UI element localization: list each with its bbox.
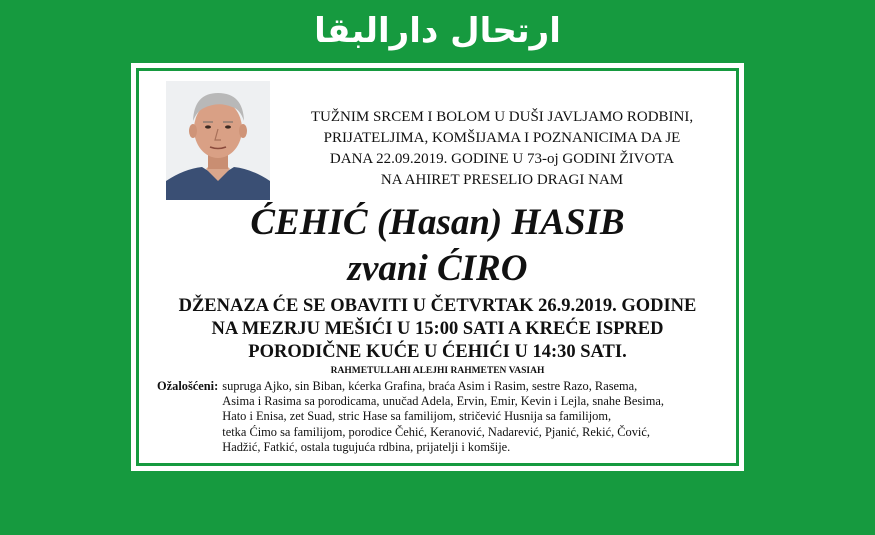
mourners-line: supruga Ajko, sin Biban, kćerka Grafina, braća Asim i Rasim, sestre Razo, Rasema, <box>222 379 638 393</box>
mourners-line: Hadžić, Fatkić, ostala tugujuća rdbina, prijatelji i komšije. <box>222 439 511 454</box>
mourners-line: Asima i Rasima sa porodicama, unučad Adela, Ervin, Emir, Kevin i Lejla, snahe Besima, <box>222 394 664 409</box>
calligraphy-text: ارتحال دارالبقا <box>314 11 561 51</box>
funeral-details <box>145 295 730 364</box>
announcement-line: NA AHIRET PRESELIO DRAGI NAM <box>380 172 624 188</box>
mourners-line: Hato i Enisa, zet Suad, stric Hase sa familijom, stričević Husnija sa familijom, <box>222 409 612 424</box>
funeral-line: DŽENAZA ĆE SE OBAVITI U ČETVRTAK 26.9.2019. GODINE <box>178 296 697 316</box>
prayer-line: RAHMETULLAHI ALEJHI RAHMETEN VASIAH <box>330 366 545 376</box>
portrait-photo <box>166 81 270 200</box>
announcement-text <box>279 107 725 191</box>
mourners-list <box>222 379 664 455</box>
funeral-line: NA MEZRJU MEŠIĆI U 15:00 SATI A KREĆE ISPRED <box>211 319 664 339</box>
deceased-nickname: zvani ĆIRO <box>347 248 528 289</box>
deceased-name: ĆEHIĆ (Hasan) HASIB <box>250 202 625 243</box>
mourners-section <box>157 379 717 455</box>
arabic-calligraphy-header <box>0 0 875 62</box>
announcement-line: PRIJATELJIMA, KOMŠIJAMA I POZNANICIMA DA JE <box>323 130 681 146</box>
mourners-label: Ožalošćeni: <box>157 379 219 393</box>
funeral-line: PORODIČNE KUĆE U ĆEHIĆI U 14:30 SATI. <box>248 342 627 362</box>
mourners-line: tetka Ćimo sa familijom, porodice Čehić, Keranović, Nadarević, Pjanić, Rekić, Čović, <box>222 424 650 439</box>
announcement-line: DANA 22.09.2019. GODINE U 73-oj GODINI ŽIVOTA <box>329 151 675 167</box>
announcement-line: TUŽNIM SRCEM I BOLOM U DUŠI JAVLJAMO RODBINI, <box>310 109 694 125</box>
portrait-illustration <box>166 81 270 200</box>
obituary-card <box>131 63 744 471</box>
